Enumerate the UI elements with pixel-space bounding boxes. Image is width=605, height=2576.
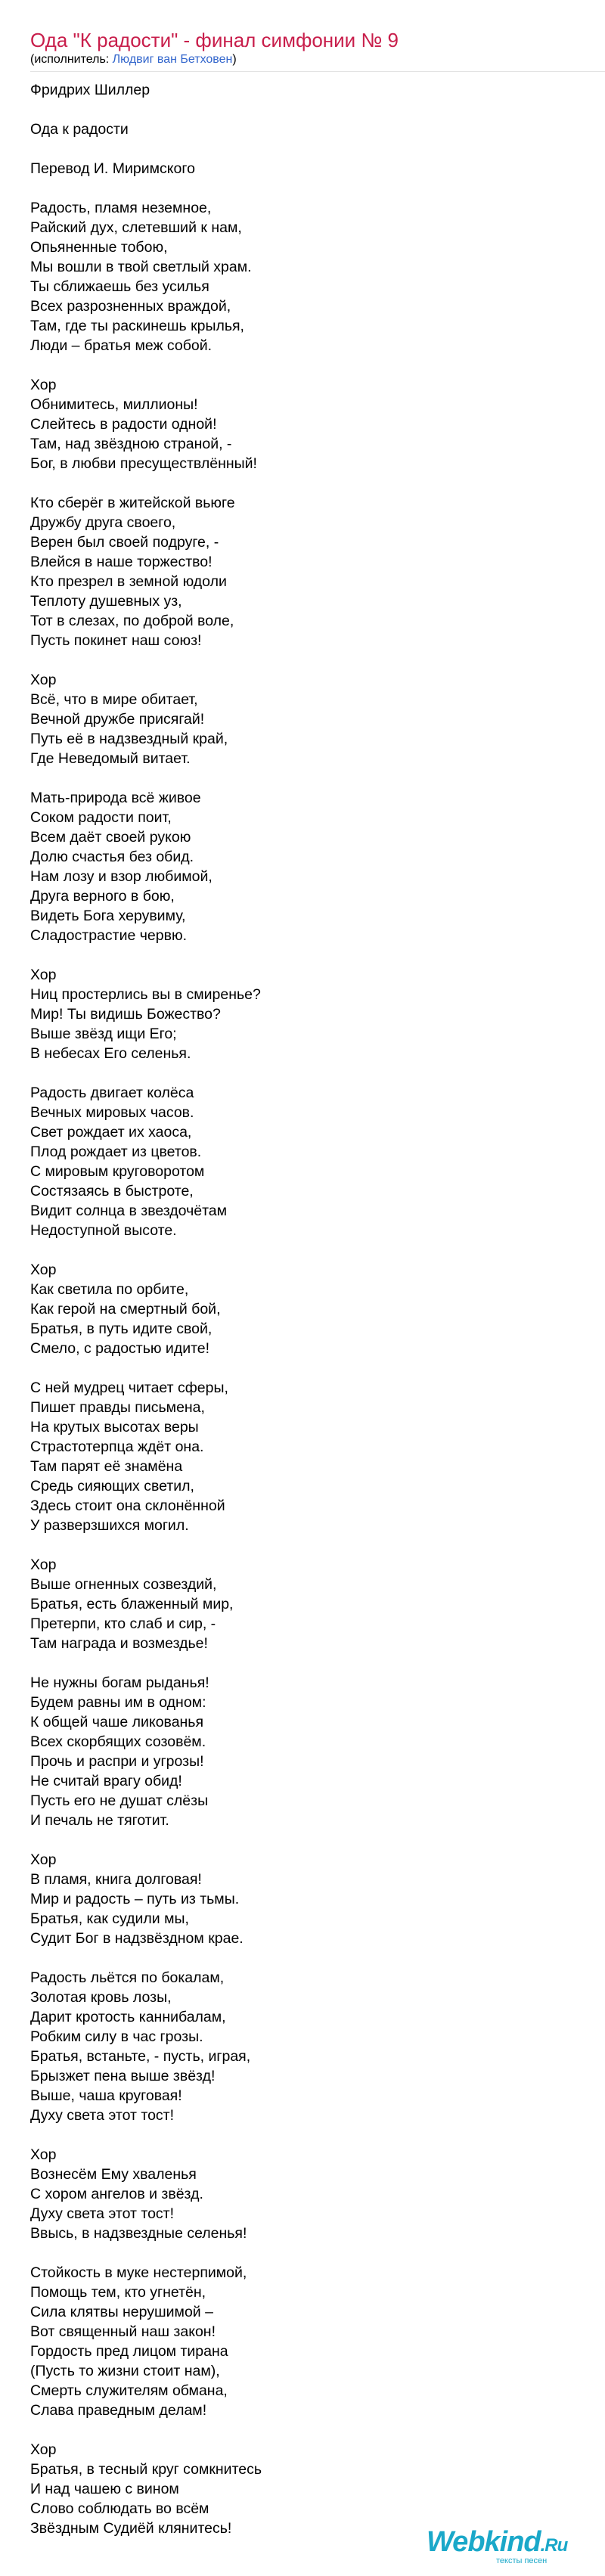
lyric-line: С мировым круговоротом (30, 1163, 205, 1180)
lyric-line: Долю счастья без обид. (30, 849, 194, 865)
lyric-line: Страстотерпца ждёт она. (30, 1439, 204, 1455)
stanza-break (30, 100, 590, 119)
lyric-line: Пусть покинет наш союз! (30, 632, 202, 649)
lyric-line: Братья, как судили мы, (30, 1910, 189, 1927)
lyric-line: Фридрих Шиллер (30, 82, 150, 98)
stanza-break (30, 1063, 590, 1083)
lyric-line: Там награда и возмездье! (30, 1635, 208, 1652)
lyric-line: Звёздным Судиёй клянитесь! (30, 2520, 232, 2537)
lyric-line: Нам лозу и взор любимой, (30, 868, 213, 885)
lyric-line: Не считай врагу обид! (30, 1773, 182, 1789)
lyric-line: Хор (30, 1262, 57, 1278)
lyric-line: Золотая кровь лозы, (30, 1989, 172, 2006)
lyric-line: Верен был своей подруге, - (30, 534, 219, 551)
lyric-line: Где Неведомый витает. (30, 750, 191, 767)
lyric-line: Стойкость в муке нестерпимой, (30, 2264, 247, 2281)
stanza-break (30, 2125, 590, 2145)
lyric-line: И над чашею с вином (30, 2481, 179, 2497)
lyric-line: Ода к радости (30, 121, 129, 138)
lyric-line: Радость, пламя неземное, (30, 200, 212, 216)
lyric-line: Как светила по орбите, (30, 1281, 189, 1298)
lyric-line: На крутых высотах веры (30, 1419, 199, 1435)
lyric-line: Ввысь, в надзвездные селенья! (30, 2225, 247, 2242)
lyric-line: Недоступной высоте. (30, 1222, 177, 1239)
lyric-line: Слово соблюдать во всём (30, 2500, 209, 2517)
lyric-line: Выше, чаша круговая! (30, 2087, 182, 2104)
performer-line (30, 51, 237, 68)
lyric-line: (Пусть то жизни стоит нам), (30, 2363, 220, 2379)
lyric-line: Помощь тем, кто угнетён, (30, 2284, 206, 2301)
lyric-line: Мы вошли в твой светлый храм. (30, 259, 252, 275)
lyric-line: Ты сближаешь без усилья (30, 278, 209, 295)
lyric-line: Видит солнца в звездочётам (30, 1203, 228, 1219)
stanza-break (30, 650, 590, 670)
lyric-line: Пишет правды письмена, (30, 1399, 205, 1416)
lyric-line: Там парят её знамёна (30, 1458, 183, 1475)
lyric-line: Вот священный наш закон! (30, 2323, 216, 2340)
lyric-line: В пламя, книга долговая! (30, 1871, 202, 1888)
lyric-line: Хор (30, 1556, 57, 1573)
lyric-line: Духу света этот тост! (30, 2205, 175, 2222)
lyric-line: Хор (30, 672, 57, 688)
site-watermark (427, 2526, 593, 2565)
lyric-line: Сладострастие червю. (30, 927, 187, 944)
lyric-line: Ниц простерлись вы в смиренье? (30, 986, 261, 1003)
stanza-break (30, 355, 590, 375)
stanza-break (30, 1358, 590, 1378)
lyric-line: Радость льётся по бокалам, (30, 1969, 225, 1986)
lyric-line: Средь сияющих светил, (30, 1478, 194, 1494)
lyric-line: Соком радости поит, (30, 809, 172, 826)
lyric-line: Сила клятвы нерушимой – (30, 2304, 213, 2320)
lyric-line: Кто презрел в земной юдоли (30, 573, 227, 590)
lyric-line: И печаль не тяготит. (30, 1812, 169, 1829)
lyric-line: К общей чаше ликованья (30, 1714, 204, 1730)
lyric-line: Хор (30, 2146, 57, 2163)
stanza-break (30, 1240, 590, 1260)
lyric-line: Вознесём Ему хваленья (30, 2166, 197, 2183)
lyric-line: Друга верного в бою, (30, 888, 175, 905)
lyric-line: Всех скорбящих созовём. (30, 1733, 206, 1750)
lyric-line: Будем равны им в одном: (30, 1694, 206, 1711)
lyric-line: Путь её в надзвездный край, (30, 731, 228, 747)
lyric-line: Хор (30, 1851, 57, 1868)
lyric-line: Мать-природа всё живое (30, 790, 201, 806)
lyric-line: Хор (30, 377, 57, 393)
watermark-tld: .Ru (540, 2535, 568, 2556)
lyric-line: Братья, встаньте, - пусть, играя, (30, 2048, 251, 2065)
lyric-line: Там, где ты раскинешь крылья, (30, 318, 244, 334)
lyric-line: Смерть служителям обмана, (30, 2382, 228, 2399)
lyric-line: Райский дух, слетевший к нам, (30, 219, 242, 236)
lyric-line: Робким силу в час грозы. (30, 2028, 203, 2045)
lyric-line: Вечной дружбе присягай! (30, 711, 205, 728)
lyric-line: С ней мудрец читает сферы, (30, 1380, 228, 1396)
watermark-brand: Webkind (427, 2526, 541, 2558)
lyric-line: Прочь и распри и угрозы! (30, 1753, 204, 1770)
lyric-line: Состязаясь в быстроте, (30, 1183, 194, 1200)
lyric-line: Тот в слезах, по доброй воле, (30, 613, 234, 629)
lyric-line: Хор (30, 2441, 57, 2458)
lyric-line: Дружбу друга своего, (30, 514, 176, 531)
lyric-line: Всё, что в мире обитает, (30, 691, 198, 708)
lyric-line: Пусть его не душат слёзы (30, 1792, 209, 1809)
lyric-line: У разверзшихся могил. (30, 1517, 189, 1534)
performer-link[interactable]: Людвиг ван Бетховен (112, 53, 233, 66)
lyric-line: Кто сберёг в житейской вьюге (30, 495, 235, 511)
lyric-line: Обнимитесь, миллионы! (30, 396, 198, 413)
stanza-break (30, 139, 590, 159)
lyric-line: Выше звёзд ищи Его; (30, 1026, 177, 1042)
lyric-line: Слейтесь в радости одной! (30, 416, 217, 433)
lyric-line: Как герой на смертный бой, (30, 1301, 221, 1317)
lyric-line: Гордость пред лицом тирана (30, 2343, 228, 2360)
lyric-line: Опьяненные тобою, (30, 239, 168, 256)
lyric-line: Братья, в путь идите свой, (30, 1321, 213, 1337)
lyric-line: Братья, в тесный круг сомкнитесь (30, 2461, 262, 2478)
lyric-line: Духу света этот тост! (30, 2107, 175, 2124)
lyric-line: Судит Бог в надзвёздном крае. (30, 1930, 244, 1947)
lyric-line: Свет рождает их хаоса, (30, 1124, 192, 1141)
lyric-line: Братья, есть блаженный мир, (30, 1596, 234, 1612)
lyric-line: Плод рождает из цветов. (30, 1144, 202, 1160)
lyric-line: Вечных мировых часов. (30, 1104, 194, 1121)
stanza-break (30, 1948, 590, 1968)
lyric-line: В небесах Его селенья. (30, 1045, 191, 1062)
performer-suffix: ) (232, 53, 237, 66)
stanza-break (30, 1535, 590, 1555)
performer-prefix: (исполнитель: (30, 53, 113, 66)
lyric-line: Видеть Бога херувиму, (30, 908, 186, 924)
lyric-line: Здесь стоит она склонённой (30, 1497, 225, 1514)
watermark-tagline: тексты песен (496, 2556, 548, 2565)
lyric-line: Радость двигает колёса (30, 1085, 194, 1101)
stanza-break (30, 1653, 590, 1673)
lyric-line: Претерпи, кто слаб и сир, - (30, 1615, 216, 1632)
lyric-line: Бог, в любви пресуществлённый! (30, 455, 257, 472)
stanza-break (30, 945, 590, 965)
lyric-line: Брызжет пена выше звёзд! (30, 2068, 216, 2084)
lyrics-text (30, 80, 590, 2538)
stanza-break (30, 768, 590, 788)
song-title: Ода "К радости" - финал симфонии № 9 (30, 29, 399, 51)
stanza-break (30, 178, 590, 198)
lyric-line: С хором ангелов и звёзд. (30, 2186, 203, 2202)
lyric-line: Всех разрозненных враждой, (30, 298, 231, 315)
lyric-line: Перевод И. Миримского (30, 160, 195, 177)
lyric-line: Мир и радость – путь из тьмы. (30, 1891, 240, 1907)
stanza-break (30, 2243, 590, 2263)
lyric-line: Смело, с радостью идите! (30, 1340, 210, 1357)
stanza-break (30, 2420, 590, 2440)
lyric-line: Там, над звёздною страной, - (30, 436, 232, 452)
lyric-line: Хор (30, 967, 57, 983)
lyric-line: Выше огненных созвездий, (30, 1576, 217, 1593)
lyric-line: Дарит кротость каннибалам, (30, 2009, 226, 2025)
stanza-break (30, 473, 590, 493)
lyric-line: Теплоту душевных уз, (30, 593, 182, 610)
header-divider (30, 71, 605, 72)
lyric-line: Мир! Ты видишь Божество? (30, 1006, 221, 1023)
lyric-line: Влейся в наше торжество! (30, 554, 213, 570)
lyric-line: Всем даёт своей рукою (30, 829, 191, 846)
stanza-break (30, 1830, 590, 1850)
lyric-line: Слава праведным делам! (30, 2402, 207, 2419)
lyric-line: Люди – братья меж собой. (30, 337, 213, 354)
lyric-line: Не нужны богам рыданья! (30, 1674, 209, 1691)
